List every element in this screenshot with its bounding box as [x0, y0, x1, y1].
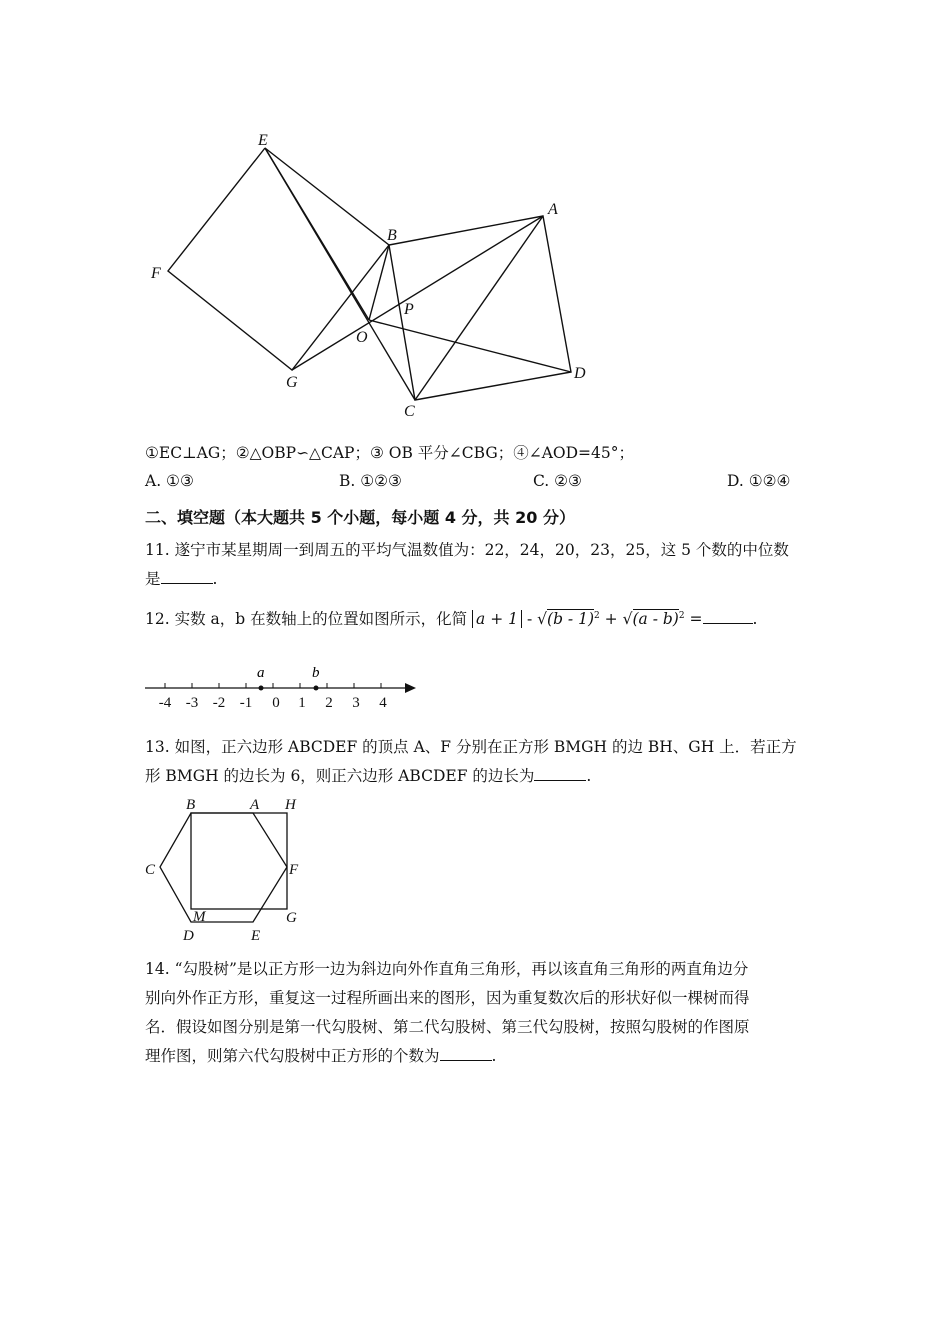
tick-label: 3 — [352, 695, 360, 711]
q11-line2: 是 . — [145, 570, 218, 588]
q10-option-c: C. ②③ — [533, 472, 582, 490]
q10-statements: ①EC⊥AG；②△OBP∽△CAP；③ OB 平分∠CBG；④∠AOD=45°； — [145, 444, 634, 462]
hex-label-C: C — [145, 862, 156, 878]
hex-label-H: H — [285, 797, 296, 813]
q14-line4: 理作图，则第六代勾股树中正方形的个数为 . — [145, 1047, 497, 1065]
label-C: C — [404, 403, 415, 420]
point-b-label: b — [312, 665, 320, 681]
tick-label: -4 — [158, 695, 172, 711]
point-b-dot — [314, 686, 319, 691]
sqrt-symbol-1: √ — [537, 610, 548, 628]
label-A: A — [548, 201, 558, 218]
tick-label: -3 — [185, 695, 199, 711]
tick-label: 0 — [272, 695, 280, 711]
label-F: F — [151, 265, 161, 282]
sqrt-expression-2: (a - b) — [632, 610, 679, 628]
q14-line1: 14. “勾股树”是以正方形一边为斜边向外作直角三角形，再以该直角三角形的两直角边分 — [145, 960, 749, 978]
tick-label: 4 — [379, 695, 387, 711]
hex-label-F: F — [289, 862, 299, 878]
label-D: D — [574, 365, 586, 382]
q14-line3: 名．假设如图分别是第一代勾股树、第二代勾股树、第三代勾股树，按照勾股树的作图原 — [145, 1018, 750, 1036]
label-G: G — [286, 374, 298, 391]
hex-label-D: D — [183, 928, 194, 944]
hex-label-E: E — [251, 928, 261, 944]
answer-blank-q12 — [703, 609, 753, 624]
q10-option-d: D. ①②④ — [727, 472, 791, 490]
hex-label-A: A — [250, 797, 260, 813]
hexagon-square-figure — [140, 792, 310, 944]
q10-option-b: B. ①②③ — [339, 472, 402, 490]
point-a-label: a — [257, 665, 265, 681]
hex-label-G: G — [286, 910, 297, 926]
answer-blank-q14 — [440, 1046, 492, 1061]
tick-label: -2 — [212, 695, 226, 711]
answer-blank-q13 — [534, 766, 586, 781]
tick-label: 2 — [325, 695, 333, 711]
label-B: B — [387, 227, 397, 244]
section-title: 二、填空题（本大题共 5 个小题，每小题 4 分，共 20 分） — [145, 508, 575, 527]
label-E: E — [258, 132, 268, 149]
number-line — [140, 655, 425, 715]
q14-line2: 别向外作正方形，重复这一过程所画出来的图形，因为重复数次后的形状好似一棵树而得 — [145, 989, 750, 1007]
sqrt-symbol-2: √ — [622, 610, 633, 628]
hex-label-B: B — [186, 797, 196, 813]
q10-option-a: A. ①③ — [145, 472, 194, 490]
q11-line1: 11. 遂宁市某星期周一到周五的平均气温数值为：22，24，20，23，25，这 5 个数的中位数 — [145, 541, 789, 559]
label-O: O — [356, 329, 368, 346]
abs-expression: a + 1 — [472, 610, 522, 628]
tick-label: 1 — [298, 695, 306, 711]
label-P: P — [404, 301, 414, 318]
q13-line1: 13. 如图，正六边形 ABCDEF 的顶点 A、F 分别在正方形 BMGH 的边 BH、GH 上．若正方 — [145, 738, 797, 756]
point-a-dot — [259, 686, 264, 691]
hex-label-M: M — [193, 909, 206, 925]
answer-blank-q11 — [161, 569, 213, 584]
q13-line2: 形 BMGH 的边长为 6，则正六边形 ABCDEF 的边长为 . — [145, 767, 592, 785]
geometry-figure-squares — [140, 125, 610, 425]
q12-line: 12. 实数 a，b 在数轴上的位置如图所示，化简 a + 1 - √(b - 1)$^2$ + √(a - b)$^2$ = . — [145, 610, 758, 628]
tick-label: -1 — [239, 695, 253, 711]
sqrt-expression-1: (b - 1) — [547, 610, 594, 628]
